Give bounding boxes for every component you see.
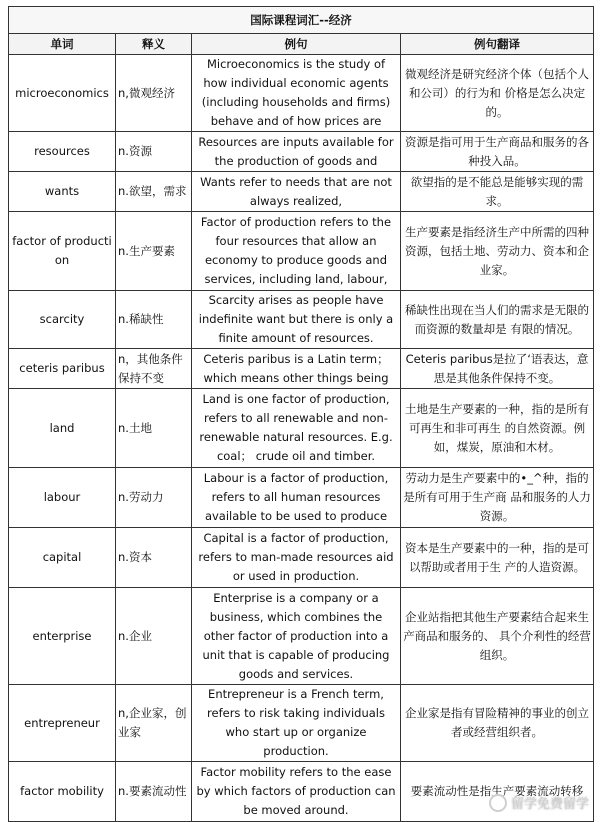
cell-translation: 劳动力是生产要素中的•_^种，指的是所有可用于生产商 品和服务的人力资源。 bbox=[401, 468, 594, 528]
header-meaning: 释义 bbox=[116, 34, 192, 55]
cell-translation: 要素流动性是指生产要素流动转移 bbox=[401, 762, 594, 822]
cell-word: microeconomics bbox=[9, 55, 116, 132]
cell-example: Capital is a factor of production, refers to man-made resources aid or used in production. bbox=[192, 528, 401, 588]
table-row bbox=[9, 588, 594, 685]
cell-word: ceteris paribus bbox=[9, 349, 116, 389]
cell-translation: 资本是生产要素中的一种，指的是可以帮助或者用于生 产的人造资源。 bbox=[401, 528, 594, 588]
cell-meaning: n，其他条件保持不变 bbox=[116, 349, 192, 389]
cell-example: Factor mobility refers to the ease by which factors of production can be moved around. bbox=[192, 762, 401, 822]
cell-translation: 企业站指把其他生产要素结合起来生产商品和服务的、 具个介利性的经营组织。 bbox=[401, 588, 594, 685]
cell-word: labour bbox=[9, 468, 116, 528]
cell-word: capital bbox=[9, 528, 116, 588]
cell-example: Microeconomics is the study of how individual economic agents (including households and firms) behave and of how prices are bbox=[192, 55, 401, 132]
vocab-table bbox=[8, 6, 594, 822]
cell-word: resources bbox=[9, 132, 116, 172]
header-translation: 例句翻译 bbox=[401, 34, 594, 55]
table-row bbox=[9, 55, 594, 132]
table-row bbox=[9, 528, 594, 588]
cell-example: Land is one factor of production, refers to all renewable and non-renewable natural resources. E.g. coal； crude oil and timber. bbox=[192, 389, 401, 468]
header-word: 单词 bbox=[9, 34, 116, 55]
cell-word: wants bbox=[9, 172, 116, 212]
watermark bbox=[489, 793, 589, 812]
cell-word: enterprise bbox=[9, 588, 116, 685]
cell-example: Scarcity arises as people have indefinite want but there is only a finite amount of resources. bbox=[192, 291, 401, 349]
cell-translation: 欲望指的是不能总是能够实现的需求。 bbox=[401, 172, 594, 212]
cell-meaning: n.劳动力 bbox=[116, 468, 192, 528]
cell-meaning: n.生产要素 bbox=[116, 212, 192, 291]
table-row bbox=[9, 389, 594, 468]
cell-meaning: n.要素流动性 bbox=[116, 762, 192, 822]
cell-example: Resources are inputs available for the production of goods and bbox=[192, 132, 401, 172]
table-row bbox=[9, 132, 594, 172]
cell-translation: 稀缺性出现在当人们的需求是无限的而资源的数量却是 有限的情况。 bbox=[401, 291, 594, 349]
cell-translation: 土地是生产要素的一种，指的是所有可再生和非可再生 的自然资源。例如，煤炭，原油和木材。 bbox=[401, 389, 594, 468]
table-row bbox=[9, 685, 594, 762]
cell-translation: 企业家是指有冒险精神的事业的创立者或经营组织者。 bbox=[401, 685, 594, 762]
cell-translation: Ceteris paribus是拉了‘语表达，意思是其他条件保持不变。 bbox=[401, 349, 594, 389]
table-row bbox=[9, 291, 594, 349]
cell-translation: 微观经济是研究经济个体（包括个人和公司）的行为和 价格是怎么决定的。 bbox=[401, 55, 594, 132]
cell-word: factor of production bbox=[9, 212, 116, 291]
cell-translation: 生产要素是指经济生产中所需的四种资源，包括土地、劳动力、资本和企业家。 bbox=[401, 212, 594, 291]
cell-word: entrepreneur bbox=[9, 685, 116, 762]
table-row bbox=[9, 212, 594, 291]
cell-word: scarcity bbox=[9, 291, 116, 349]
table-title: 国际课程词汇--经济 bbox=[9, 7, 594, 34]
table-row bbox=[9, 349, 594, 389]
cell-example: Entrepreneur is a French term, refers to risk taking individuals who start up or organize production. bbox=[192, 685, 401, 762]
cell-meaning: n.资本 bbox=[116, 528, 192, 588]
cell-example: Labour is a factor of production, refers to all human resources available to be used to produce bbox=[192, 468, 401, 528]
cell-meaning: n.欲望，需求 bbox=[116, 172, 192, 212]
cell-example: Factor of production refers to the four resources that allow an economy to produce goods and services, including land, labour, bbox=[192, 212, 401, 291]
cell-example: Wants refer to needs that are not always realized, bbox=[192, 172, 401, 212]
table-row bbox=[9, 172, 594, 212]
cell-example: Enterprise is a company or a business, which combines the other factor of production into a unit that is capable of producing goods and services. bbox=[192, 588, 401, 685]
cell-example: Ceteris paribus is a Latin term； which means other things being bbox=[192, 349, 401, 389]
watermark-text: 留学免费留学 bbox=[510, 797, 589, 812]
cell-meaning: n,企业家，创业家 bbox=[116, 685, 192, 762]
cell-meaning: n.企业 bbox=[116, 588, 192, 685]
cell-word: land bbox=[9, 389, 116, 468]
cell-word: factor mobility bbox=[9, 762, 116, 822]
header-example: 例句 bbox=[192, 34, 401, 55]
cell-translation: 资源是指可用于生产商品和服务的各种投入品。 bbox=[401, 132, 594, 172]
cell-meaning: n.稀缺性 bbox=[116, 291, 192, 349]
table-row bbox=[9, 762, 594, 822]
cell-meaning: n,微观经济 bbox=[116, 55, 192, 132]
wechat-icon bbox=[489, 794, 507, 812]
cell-meaning: n.土地 bbox=[116, 389, 192, 468]
table-row bbox=[9, 468, 594, 528]
cell-meaning: n.资源 bbox=[116, 132, 192, 172]
